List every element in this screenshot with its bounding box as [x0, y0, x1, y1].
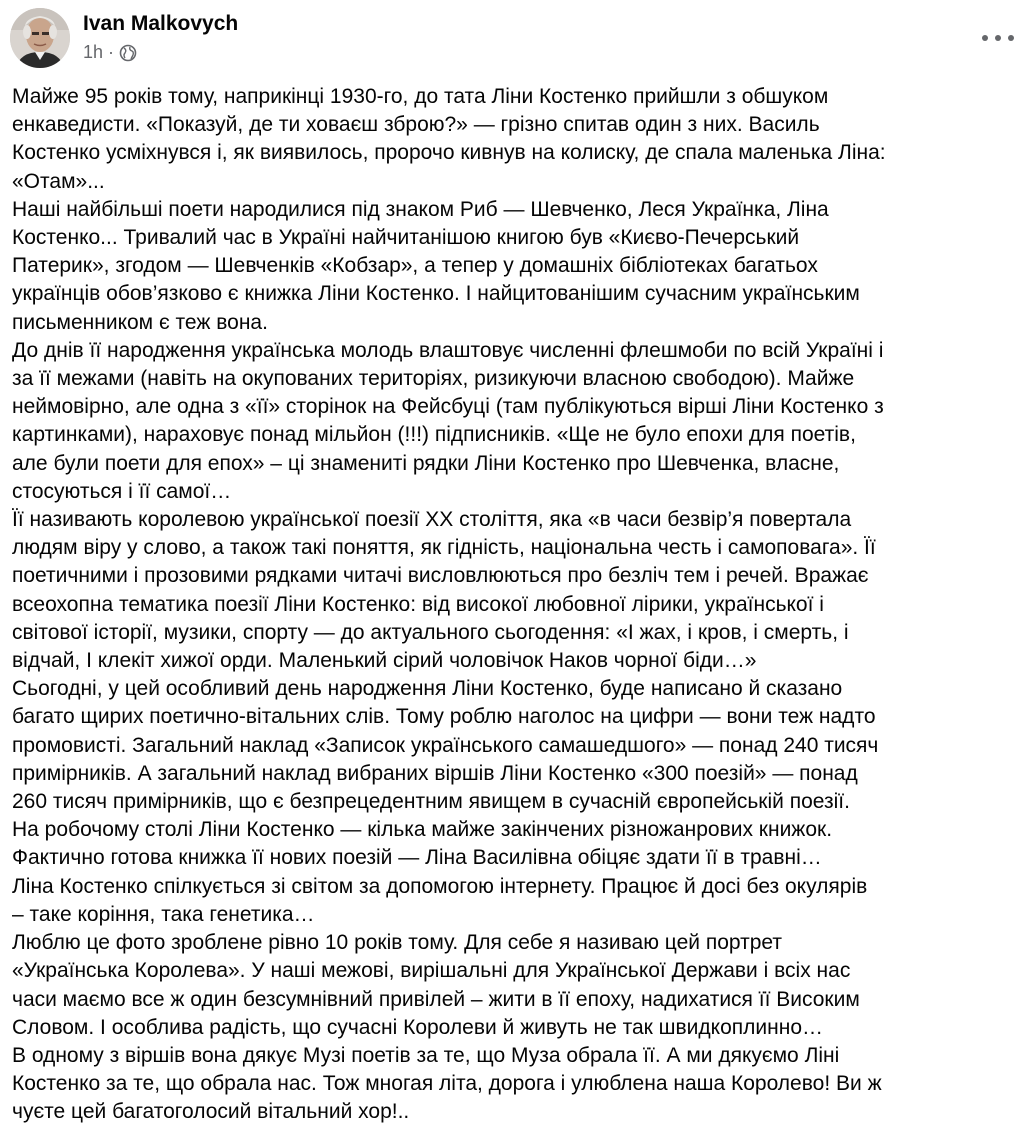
post-paragraph: Сьогодні, у цей особливий день народження Ліни Костенко, буде написано й сказано багато щирих поетично-вітальних слів. Тому роблю наголос на цифри — вони теж надто промовисті. Загальний наклад «Записок українського самашедшого» — понад 240 тисяч примірників. А загальний наклад вибраних віршів Ліни Костенко «300 поезій» — понад 260 тисяч примірників, що є безпрецедентним явищем в сучасній європейській поезії.	[12, 677, 879, 814]
post-time[interactable]: 1h	[83, 42, 104, 62]
avatar-photo	[10, 8, 70, 68]
post-paragraph: До днів її народження українська молодь влаштовує численні флешмоби по всій Україні і за її межами (навіть на окупованих територіях, ризикуючи власною свободою). Майже неймовірно, але одна з «її» сторінок на Фейсбуці (там публікуються вірші Ліни Костенко з картинками), нараховує понад мільйон (!!!) підписників. «Ще не було епохи для поетів, але були поети для епох» – ці знамениті рядки Ліни Костенко про Шевченка, власне, стосуються і її самої…	[12, 338, 884, 503]
post-meta	[83, 42, 137, 63]
post-paragraph: Майже 95 років тому, наприкінці 1930-го, до тата Ліни Костенко прийшли з обшуком енкаведисти. «Показуй, де ти ховаєш зброю?» — грізно спитав один з них. Василь Костенко усміхнувся і, як виявилось, пророчо кивнув на колиску, де спала маленька Ліна: «Отам»...	[12, 85, 886, 193]
post-paragraph: Люблю це фото зроблене рівно 10 років тому. Для себе я називаю цей портрет «Українська Королева». У наші межові, вирішальні для Української Держави і всіх нас часи маємо все ж один безсумнівний привілей – жити в її епоху, надихатися її Високим Словом. І особлива радість, що сучасні Королеви й живуть не так швидкоплинно…	[12, 931, 860, 1039]
meta-separator: ·	[108, 42, 115, 62]
post-paragraph: На робочому столі Ліни Костенко — кілька майже закінчених різножанрових книжок. Фактично готова книжка її нових поезій — Ліна Василівна обіцяє здати її в травні…	[12, 818, 833, 870]
more-dot	[1008, 35, 1014, 41]
globe-icon[interactable]	[119, 44, 137, 62]
more-dot	[982, 35, 988, 41]
post-paragraph: В одному з віршів вона дякує Музі поетів за те, що Муза обрала її. А ми дякуємо Ліні Костенко за те, що обрала нас. Тож многая літа, дорога і улюблена наша Королево! Ви ж чуєте цей багатоголосий вітальний хор!..	[12, 1043, 882, 1124]
post-paragraph: Її називають королевою української поезії XX століття, яка «в часи безвір’я повертала людям віру у слово, а також такі поняття, як гідність, національна честь і самоповага». Її поетичними і прозовими рядками читачі висловлюються про безліч тем і речей. Вражає всеохопна тематика поезії Ліни Костенко: від високої любовної лірики, української і світової історії, музики, спорту — до актуального сьогодення: «І жах, і кров, і смерть, і відчай, І клекіт хижої орди. Маленький сірий чоловічок Наков чорної біди…»	[12, 508, 876, 673]
author-avatar[interactable]	[10, 8, 70, 68]
post-paragraph: Ліна Костенко спілкується зі світом за допомогою інтернету. Працює й досі без окулярів – таке коріння, така генетика…	[12, 874, 868, 926]
post-header	[10, 8, 1026, 72]
more-options-icon[interactable]	[982, 26, 1014, 50]
post-paragraph: Наші найбільші поети народилися під знаком Риб — Шевченко, Леся Українка, Ліна Костенко... Тривалий час в Україні найчитанішою книгою був «Києво-Печерський Патерик», згодом — Шевченків «Кобзар», а тепер у домашніх бібліотеках багатьох українців обов’язково є книжка Ліни Костенко. І найцитованішим сучасним українським письменником є теж вона.	[12, 197, 860, 334]
author-name[interactable]: Ivan Malkovych	[83, 12, 239, 35]
more-dot	[995, 35, 1001, 41]
post-text	[12, 83, 1028, 1127]
